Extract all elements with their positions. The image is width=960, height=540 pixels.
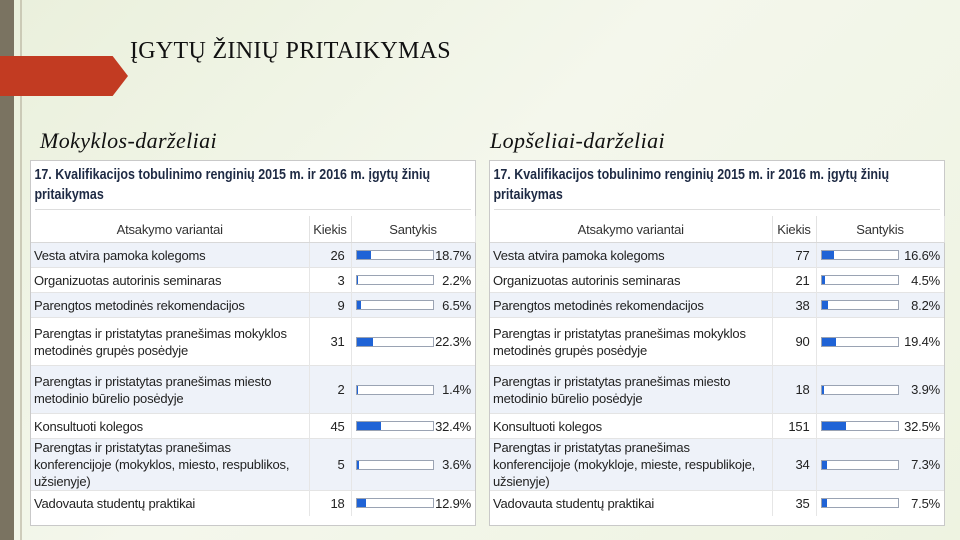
answer-label: Parengtos metodinės rekomendacijos [490, 293, 772, 318]
answer-label: Parengtas ir pristatytas pranešimas konferencijoje (mokyklos, miesto, respublikos, užsienyje) [31, 439, 309, 491]
answer-count: 38 [772, 293, 816, 318]
ratio-cell [816, 414, 944, 439]
ratio-bar-fill [357, 338, 374, 346]
ratio-percent: 18.7% [435, 247, 471, 263]
ratio-bar-fill [822, 338, 837, 346]
ratio-cell [816, 439, 944, 491]
left-panel-divider [35, 209, 471, 216]
table-row [31, 243, 475, 268]
ratio-bar [821, 421, 899, 431]
right-panel-divider [494, 209, 940, 216]
answer-label: Parengtas ir pristatytas pranešimas mokyklos metodinės grupės posėdyje [490, 318, 772, 366]
ratio-bar [821, 337, 899, 347]
right-table-header [490, 216, 944, 243]
header-answer-options: Atsakymo variantai [31, 216, 309, 243]
answer-label: Organizuotas autorinis seminaras [31, 268, 309, 293]
table-row [490, 293, 944, 318]
ratio-percent: 1.4% [442, 382, 471, 397]
ratio-bar [821, 385, 899, 395]
ratio-cell [351, 293, 475, 318]
table-row [490, 268, 944, 293]
ratio-percent: 4.5% [911, 272, 940, 288]
ratio-bar-fill [357, 461, 360, 469]
table-row [31, 268, 475, 293]
ratio-percent: 2.2% [442, 272, 471, 288]
answer-count: 9 [309, 293, 351, 318]
ratio-cell [816, 268, 944, 293]
table-row [490, 439, 944, 491]
ratio-cell [351, 268, 475, 293]
ratio-percent: 7.5% [911, 495, 940, 511]
table-row [31, 293, 475, 318]
ratio-bar-fill [822, 461, 828, 469]
ratio-cell [816, 366, 944, 414]
header-answer-options: Atsakymo variantai [490, 216, 772, 243]
table-row [31, 439, 475, 491]
ratio-percent: 22.3% [435, 334, 471, 349]
header-count: Kiekis [772, 216, 816, 243]
title-accent-tab [0, 56, 128, 96]
ratio-bar-fill [822, 499, 828, 507]
answer-label: Vadovauta studentų praktikai [490, 491, 772, 516]
ratio-bar-fill [357, 251, 371, 259]
ratio-bar [821, 300, 899, 310]
answer-label: Konsultuoti kolegos [490, 414, 772, 439]
answer-count: 5 [309, 439, 351, 491]
ratio-cell [816, 491, 944, 516]
ratio-bar [356, 498, 434, 508]
right-results-table [490, 216, 945, 516]
table-row [490, 243, 944, 268]
left-panel-title: 17. Kvalifikacijos tobulinimo renginių 2015 m. ir 2016 m. įgytų žinių pritaikymas [34, 167, 431, 203]
left-results-table [31, 216, 476, 516]
answer-label: Vesta atvira pamoka kolegoms [490, 243, 772, 268]
answer-count: 26 [309, 243, 351, 268]
answer-count: 45 [309, 414, 351, 439]
table-row [31, 366, 475, 414]
table-row [490, 414, 944, 439]
table-row [490, 491, 944, 516]
ratio-cell [351, 366, 475, 414]
ratio-bar-fill [357, 301, 362, 309]
answer-label: Parengtas ir pristatytas pranešimas konferencijoje (mokykloje, mieste, respublikoje, užsienyje) [490, 439, 772, 491]
ratio-cell [351, 414, 475, 439]
ratio-bar [356, 460, 434, 470]
ratio-cell [351, 243, 475, 268]
right-heading: Lopšeliai-darželiai [490, 128, 666, 153]
answer-label: Vesta atvira pamoka kolegoms [31, 243, 309, 268]
right-table-body [490, 243, 944, 516]
ratio-bar [821, 498, 899, 508]
table-row [31, 318, 475, 366]
ratio-bar [356, 250, 434, 260]
ratio-percent: 12.9% [435, 495, 471, 511]
ratio-bar [356, 300, 434, 310]
answer-label: Vadovauta studentų praktikai [31, 491, 309, 516]
ratio-percent: 32.4% [435, 418, 471, 434]
table-row [490, 318, 944, 366]
answer-count: 151 [772, 414, 816, 439]
answer-label: Parengtas ir pristatytas pranešimas miesto metodinio būrelio posėdyje [490, 366, 772, 414]
answer-label: Parengtas ir pristatytas pranešimas miesto metodinio būrelio posėdyje [31, 366, 309, 414]
answer-count: 3 [309, 268, 351, 293]
header-count: Kiekis [309, 216, 351, 243]
left-table-body [31, 243, 475, 516]
ratio-cell [816, 293, 944, 318]
header-ratio: Santykis [351, 216, 475, 243]
answer-count: 2 [309, 366, 351, 414]
answer-count: 77 [772, 243, 816, 268]
header-ratio: Santykis [816, 216, 944, 243]
ratio-percent: 32.5% [904, 418, 940, 434]
table-row [31, 414, 475, 439]
ratio-bar-fill [822, 386, 825, 394]
answer-count: 18 [309, 491, 351, 516]
ratio-bar [821, 275, 899, 285]
ratio-bar [356, 421, 434, 431]
ratio-bar-fill [822, 422, 847, 430]
table-row [490, 366, 944, 414]
left-heading: Mokyklos-darželiai [40, 128, 218, 153]
table-row [31, 491, 475, 516]
left-results-panel [30, 160, 476, 526]
ratio-percent: 6.5% [442, 297, 471, 313]
ratio-bar-fill [357, 422, 382, 430]
ratio-bar-fill [822, 276, 825, 284]
answer-label: Organizuotas autorinis seminaras [490, 268, 772, 293]
ratio-percent: 3.9% [911, 382, 940, 397]
ratio-bar [356, 337, 434, 347]
left-table-header [31, 216, 475, 243]
ratio-percent: 3.6% [442, 457, 471, 472]
ratio-percent: 8.2% [911, 297, 940, 313]
ratio-bar-fill [822, 251, 835, 259]
right-panel-title: 17. Kvalifikacijos tobulinimo renginių 2015 m. ir 2016 m. įgytų žinių pritaikymas [493, 167, 890, 203]
answer-count: 34 [772, 439, 816, 491]
ratio-bar-fill [357, 499, 367, 507]
ratio-bar [821, 250, 899, 260]
ratio-bar-fill [357, 276, 359, 284]
ratio-percent: 16.6% [904, 247, 940, 263]
ratio-percent: 19.4% [904, 334, 940, 349]
ratio-bar-fill [822, 301, 828, 309]
answer-count: 31 [309, 318, 351, 366]
ratio-bar [821, 460, 899, 470]
answer-label: Parengtas ir pristatytas pranešimas mokyklos metodinės grupės posėdyje [31, 318, 309, 366]
answer-count: 35 [772, 491, 816, 516]
slide-title: ĮGYTŲ ŽINIŲ PRITAIKYMAS [130, 38, 451, 64]
answer-count: 21 [772, 268, 816, 293]
ratio-bar-fill [357, 386, 358, 394]
ratio-percent: 7.3% [911, 457, 940, 472]
ratio-cell [816, 318, 944, 366]
ratio-cell [351, 491, 475, 516]
right-results-panel [489, 160, 945, 526]
answer-count: 90 [772, 318, 816, 366]
answer-label: Konsultuoti kolegos [31, 414, 309, 439]
ratio-cell [351, 439, 475, 491]
ratio-bar [356, 385, 434, 395]
answer-count: 18 [772, 366, 816, 414]
ratio-bar [356, 275, 434, 285]
ratio-cell [816, 243, 944, 268]
answer-label: Parengtos metodinės rekomendacijos [31, 293, 309, 318]
ratio-cell [351, 318, 475, 366]
